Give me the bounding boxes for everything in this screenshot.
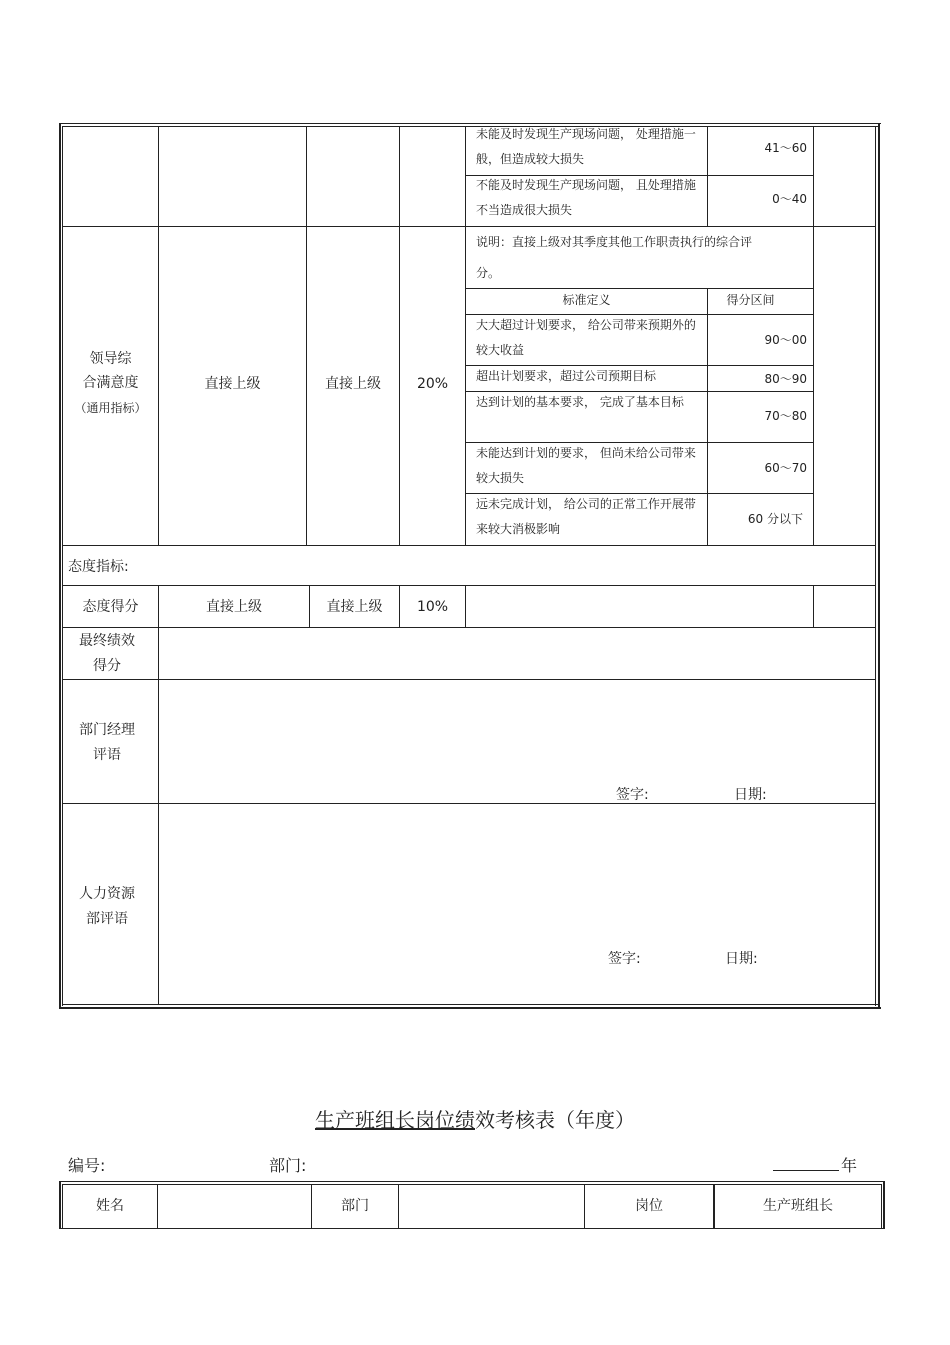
attitude-score-label: 态度得分	[82, 599, 139, 615]
header-standard: 标准定义	[562, 293, 611, 307]
criteria-text: 超出计划要求，超过公司预期目标	[476, 369, 657, 383]
attitude-header: 态度指标:	[68, 559, 129, 575]
indicator-name: 合满意度	[82, 375, 139, 391]
date-label: 日期:	[725, 951, 758, 967]
criteria-text: 未能达到计划的要求， 但尚未给公司带来较大损失	[476, 446, 696, 485]
criteria-score: 60 分以下	[747, 512, 803, 526]
number-label: 编号:	[68, 1156, 106, 1175]
dept-manager-comment-label: 部门经理	[79, 722, 135, 738]
attitude-data-source: 直接上级	[326, 599, 383, 615]
dept-manager-comment-label: 评语	[93, 747, 121, 763]
data-source: 直接上级	[325, 376, 381, 392]
criteria-text: 大大超过计划要求， 给公司带来预期外的较大收益	[476, 318, 696, 357]
dept-label: 部门	[341, 1198, 369, 1214]
position-label: 岗位	[635, 1198, 663, 1214]
indicator-name: 领导综	[89, 351, 132, 367]
hr-comment-label: 人力资源	[79, 886, 135, 902]
criteria-score: 90～00	[764, 333, 807, 347]
final-score-label: 最终绩效	[79, 633, 135, 649]
assessor: 直接上级	[204, 376, 261, 392]
sign-label: 签字:	[608, 951, 641, 967]
criteria-text: 远未完成计划， 给公司的正常工作开展带来较大消极影响	[476, 497, 696, 536]
final-score-label: 得分	[93, 658, 121, 674]
weight: 20%	[416, 376, 449, 392]
sign-label: 签字:	[616, 787, 649, 803]
name-label: 姓名	[96, 1198, 124, 1214]
indicator-note: （通用指标）	[74, 401, 147, 415]
criteria-score: 80～90	[764, 372, 807, 386]
criteria-score: 70～80	[764, 409, 807, 423]
department-label: 部门:	[269, 1156, 307, 1175]
year-suffix: 年	[841, 1156, 858, 1175]
criteria-text: 达到计划的基本要求， 完成了基本目标	[476, 395, 684, 409]
position-value: 生产班组长	[763, 1198, 833, 1214]
criteria-score: 60～70	[764, 461, 807, 475]
header-range: 得分区间	[726, 293, 775, 307]
criteria-score: 0～40	[772, 192, 807, 206]
form-title-rest: 效考核表（年度）	[475, 1108, 635, 1132]
attitude-assessor: 直接上级	[206, 599, 262, 615]
criteria-score: 41～60	[764, 141, 807, 155]
criteria-text: 不能及时发现生产现场问题， 且处理措施不当造成很大损失	[476, 178, 696, 217]
year-blank	[773, 1170, 839, 1171]
attitude-weight: 10%	[416, 599, 449, 615]
description: 说明：直接上级对其季度其他工作职责执行的综合评分。	[476, 235, 753, 280]
form-title	[0, 1104, 950, 1133]
criteria-text: 未能及时发现生产现场问题， 处理措施一般，但造成较大损失	[476, 127, 696, 166]
hr-comment-label: 部评语	[86, 911, 128, 927]
date-label: 日期:	[734, 787, 767, 803]
form-title-underlined: 生产班组长岗位绩	[315, 1108, 475, 1132]
